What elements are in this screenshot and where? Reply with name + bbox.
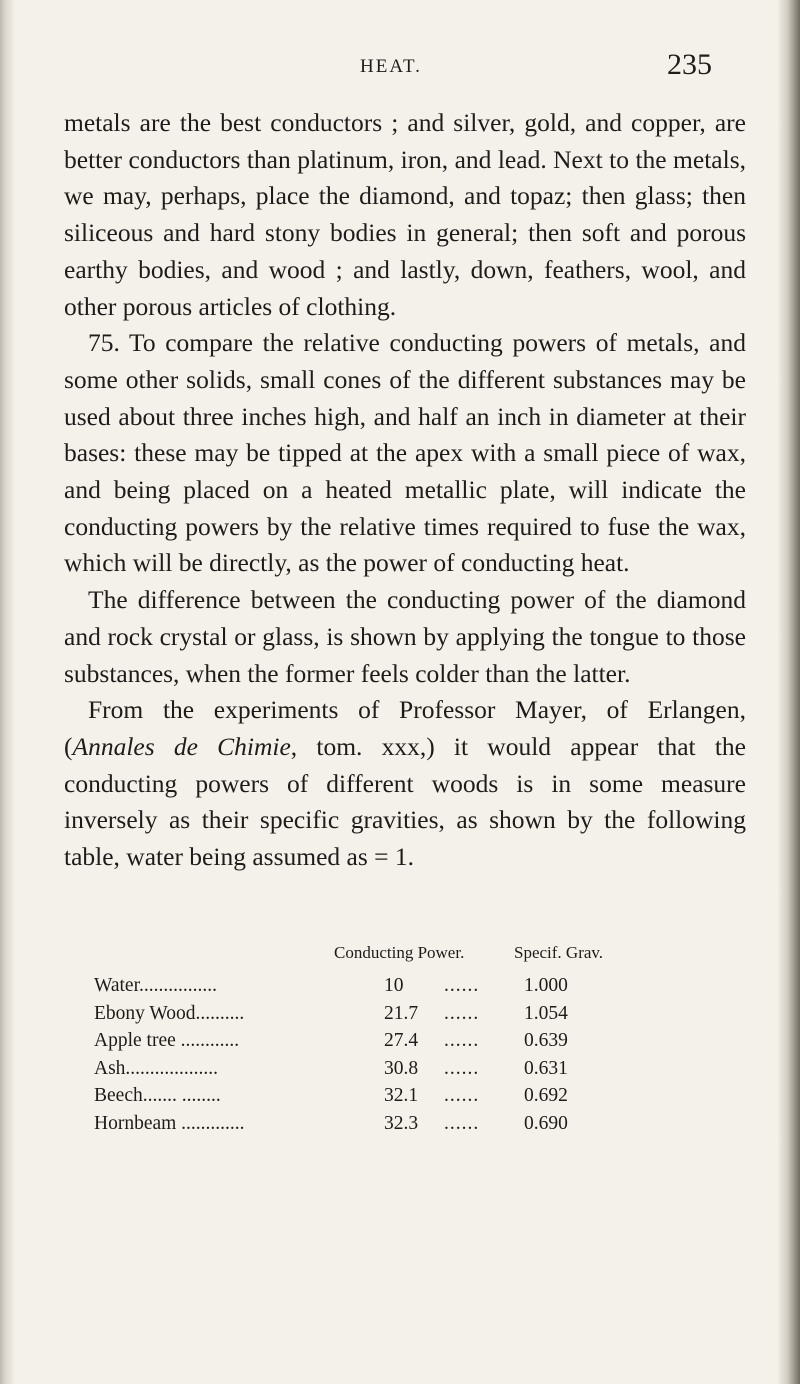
specific-gravity-value: 0.631 <box>524 1057 568 1079</box>
specific-gravity-value: 1.054 <box>524 1002 568 1024</box>
leader-dots: ...... <box>444 1112 480 1134</box>
table-row <box>94 1058 654 1086</box>
paragraph-2: 75. To compare the relative conducting powers of metals, and some other solids, small cones of the different substances may be used about three inches high, and half an inch in diameter at their bases: these may be tipped at the apex with a small piece of wax, and being placed on a heated metallic plate, will indicate the conducting powers by the relative times required to fuse the wax, which will be directly, as the power of conducting heat. <box>64 328 746 578</box>
substance-name: Ebony Wood.......... <box>94 1002 245 1024</box>
table-row <box>94 1030 654 1058</box>
conducting-power-value: 21.7 <box>384 1002 419 1024</box>
paragraph-1: metals are the best conductors ; and silver, gold, and copper, are better conductors than platinum, iron, and lead. Next to the metals, we may, perhaps, place the diamond, and topaz; then glass; then siliceous and hard stony bodies in general; then soft and porous earthy bodies, and wood ; and lastly, down, feathers, wool, and other porous articles of clothing. <box>64 108 746 321</box>
column-header-specific-gravity: Specif. Grav. <box>514 943 604 962</box>
table-row <box>94 1113 654 1141</box>
substance-name: Beech....... ........ <box>94 1085 221 1106</box>
conducting-power-value: 32.3 <box>384 1112 419 1134</box>
substance-name: Ash................... <box>94 1057 219 1079</box>
conductivity-table <box>94 943 654 1140</box>
paragraph-4 <box>64 692 746 876</box>
leader-dots: ...... <box>444 1057 480 1079</box>
page-header <box>96 48 712 92</box>
table-row <box>94 1003 654 1031</box>
substance-name: Hornbeam ............. <box>94 1112 245 1134</box>
substance-name: Apple tree ............ <box>94 1030 240 1051</box>
body-text <box>64 105 746 876</box>
table-row <box>94 975 654 1003</box>
conducting-power-value: 30.8 <box>384 1057 419 1079</box>
journal-title: Annales de Chimie <box>72 731 291 761</box>
running-head: HEAT. <box>360 56 422 77</box>
substance-name: Water................ <box>94 975 217 996</box>
page-gutter-shadow <box>0 0 14 1384</box>
specific-gravity-value: 0.692 <box>524 1085 568 1106</box>
paragraph-4-text-a: From the experiments of Professor Mayer, of Erlangen, ( <box>64 695 746 761</box>
leader-dots: ...... <box>444 1085 480 1106</box>
specific-gravity-value: 0.639 <box>524 1030 568 1051</box>
page-number: 235 <box>667 48 712 81</box>
paragraph-4-text-b: , tom. xxx,) it would appear that the conducting powers of different woods is in some measure inversely as their specific gravities, as shown by the following table, water being assumed as = 1. <box>64 731 746 872</box>
table-header <box>94 943 654 975</box>
page-edge-shadow <box>778 0 800 1384</box>
table-body <box>94 975 654 1140</box>
leader-dots: ...... <box>444 1002 480 1024</box>
leader-dots: ...... <box>444 1030 480 1051</box>
conducting-power-value: 10 <box>384 975 404 996</box>
conducting-power-value: 27.4 <box>384 1030 419 1051</box>
conducting-power-value: 32.1 <box>384 1085 419 1106</box>
table-row <box>94 1085 654 1113</box>
specific-gravity-value: 1.000 <box>524 975 568 996</box>
leader-dots: ...... <box>444 975 480 996</box>
paragraph-3: The difference between the conducting power of the diamond and rock crystal or glass, is shown by applying the tongue to those substances, when the former feels colder than the latter. <box>64 585 746 688</box>
specific-gravity-value: 0.690 <box>524 1112 568 1134</box>
column-header-conducting-power: Conducting Power. <box>334 943 465 962</box>
